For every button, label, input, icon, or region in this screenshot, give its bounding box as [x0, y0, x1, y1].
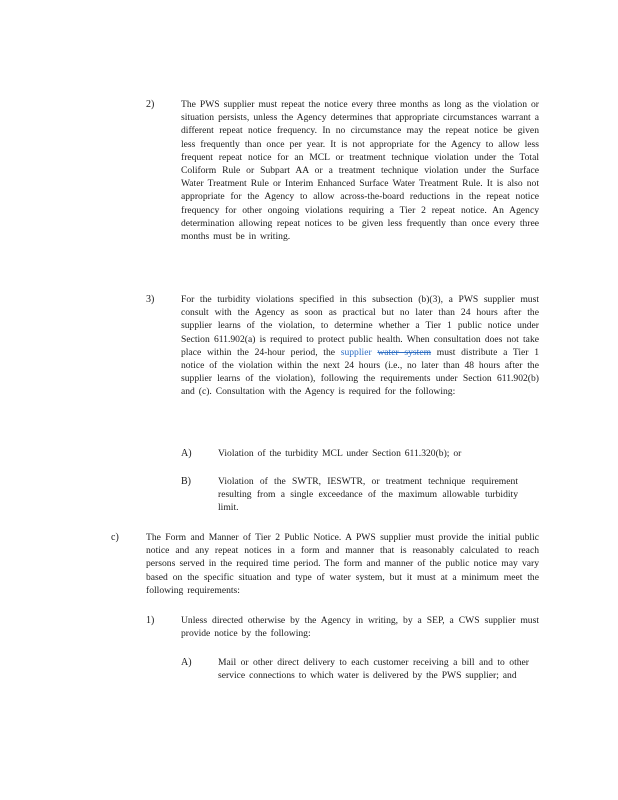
item-3-text-before: For the turbidity violations specified in this subsection (b)(3), a PWS supplier must consult with the Agency as soon as practical but no later than 24 hours after the supplier learns of the violation, to determine whether a Tier 1 public notice under Section 611.902(a) is required to protect public health. When consultation does not take place within the 24-hour period, the	[181, 294, 539, 358]
item-c-1-a-label: A)	[181, 657, 192, 668]
item-3-text	[181, 293, 539, 399]
inserted-text: supplier	[340, 346, 372, 358]
item-c-text: The Form and Manner of Tier 2 Public Notice. A PWS supplier must provide the initial public notice and any repeat notices in a form and manner that is reasonably calculated to reach persons served in the required time period. The form and manner of the public notice may vary based on the specific situation and type of water system, but it must at a minimum meet the following requirements:	[146, 532, 539, 596]
item-c-1-a-text: Mail or other direct delivery to each customer receiving a bill and to other service connections to which water is delivered by the PWS supplier; and	[218, 657, 529, 682]
deleted-text: water system	[377, 346, 432, 358]
item-3-a-label: A)	[181, 448, 192, 459]
item-3-text-after: must distribute a Tier 1 notice of the violation within the next 24 hours (i.e., no later than 48 hours after the supplier learns of the violation), following the requirements under Section 611.902(b) and (c). Consultation with the Agency is required for the following:	[181, 346, 540, 398]
item-2-label: 2)	[146, 99, 155, 110]
item-3-label: 3)	[146, 294, 155, 305]
item-2-text: The PWS supplier must repeat the notice every three months as long as the violation or situation persists, unless the Agency determines that appropriate circumstances warrant a different repeat notice frequency. In no circumstance may the repeat notice be given less frequently than once per year. It is not appropriate for the Agency to allow less frequent repeat notice for an MCL or treatment technique violation under the Total Coliform Rule or Subpart AA or a treatment technique violation under the Surface Water Treatment Rule or Interim Enhanced Surface Water Treatment Rule. It is also not appropriate for the Agency to allow across-the-board reductions in the repeat notice frequency for other ongoing violations requiring a Tier 2 repeat notice. An Agency determination allowing repeat notices to be given less frequently than once every three months must be in writing.	[181, 99, 539, 243]
item-3-b-label: B)	[181, 476, 191, 487]
item-c-1-label: 1)	[146, 615, 155, 626]
item-c-label: c)	[111, 532, 119, 543]
item-3-b-text: Violation of the SWTR, IESWTR, or treatment technique requirement resulting from a single exceedance of the maximum allowable turbidity limit.	[218, 476, 518, 514]
item-3-a-text: Violation of the turbidity MCL under Section 611.320(b); or	[218, 448, 462, 459]
item-c-1-text: Unless directed otherwise by the Agency in writing, by a SEP, a CWS supplier must provide notice by the following:	[181, 615, 539, 640]
